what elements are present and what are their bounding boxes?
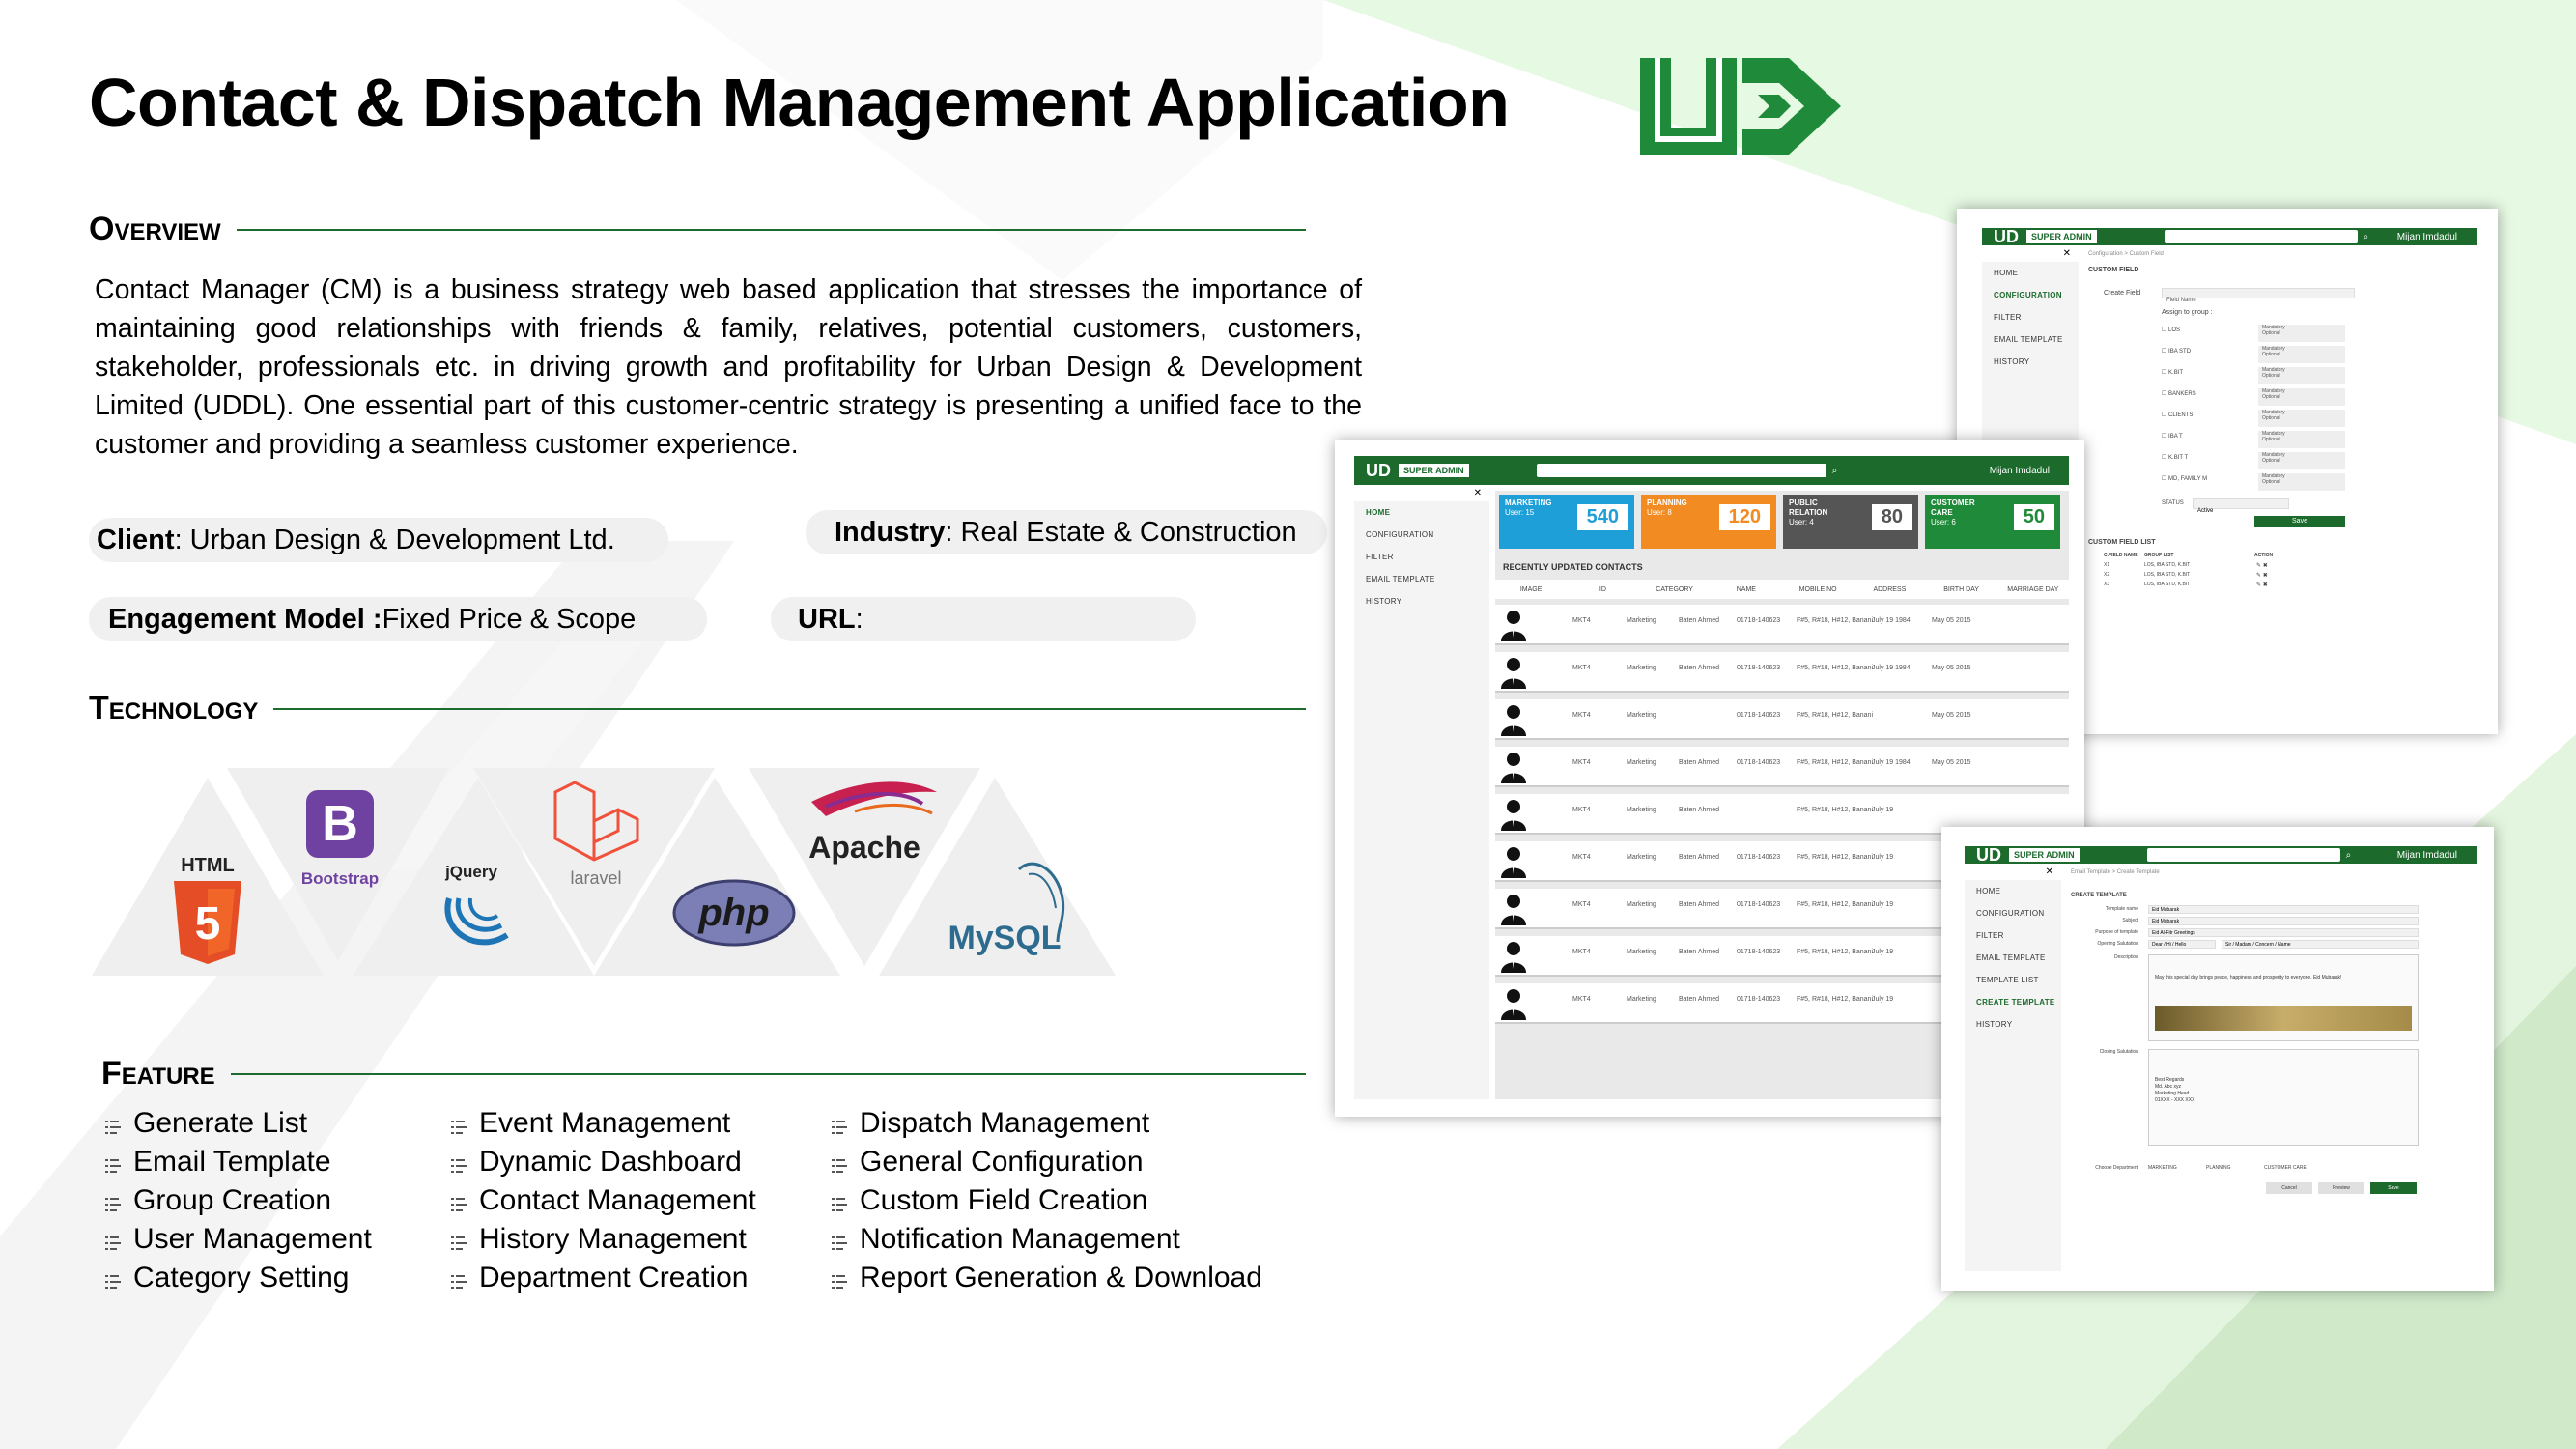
create-template-screenshot: [1941, 827, 2494, 1291]
create-field-label: Create Field: [2104, 290, 2141, 297]
sidebar-item-home[interactable]: HOME: [1976, 887, 2001, 895]
table-cell: Baten Ahmed: [1679, 996, 1720, 1003]
avatar-icon: [1499, 940, 1528, 973]
edit-icon[interactable]: ✎ ✖: [2256, 573, 2268, 579]
stat-card-value: 540: [1577, 504, 1628, 530]
breadcrumb: Configuration > Custom Field: [2088, 251, 2164, 257]
feature-label: Custom Field Creation: [860, 1184, 1148, 1216]
list-cell: X1: [2104, 562, 2110, 568]
overview-heading: Overview: [89, 211, 1306, 248]
table-cell: MKT4: [1572, 901, 1591, 908]
table-cell: MKT4: [1572, 854, 1591, 861]
closing-line: 01XXX - XXX XXX: [2155, 1097, 2195, 1103]
technology-heading: Technology: [89, 690, 1306, 727]
form-label: Purpose of template: [2095, 929, 2138, 935]
table-row[interactable]: [1495, 747, 2069, 787]
table-cell: 01718-140623: [1737, 617, 1781, 624]
list-bullet-icon: [448, 1113, 469, 1134]
html5-icon: [174, 855, 241, 964]
php-icon: [674, 881, 794, 945]
list-bullet-icon: [102, 1113, 124, 1134]
closing-editor[interactable]: [2148, 1049, 2419, 1146]
avatar-icon: [1499, 987, 1528, 1020]
list-bullet-icon: [829, 1190, 850, 1211]
feature-label: Report Generation & Download: [860, 1262, 1262, 1293]
table-cell: July 19 1984: [1872, 759, 1911, 766]
table-cell: MKT4: [1572, 759, 1591, 766]
avatar-icon: [1499, 609, 1528, 641]
field-name-input[interactable]: Field Name: [2162, 288, 2355, 298]
recent-contacts-title: RECENTLY UPDATED CONTACTS: [1503, 562, 1643, 572]
group-checkbox[interactable]: ☐ CLIENTS: [2162, 412, 2194, 418]
feature-label: History Management: [479, 1223, 747, 1255]
svg-text:Apache: Apache: [808, 830, 920, 865]
feature-label: Email Template: [133, 1146, 331, 1178]
table-cell: F#5, R#18, H#12, Banani: [1797, 996, 1873, 1003]
form-label: Opening Salutation: [2097, 941, 2138, 947]
field-option-box: Mandatory Optional: [2258, 473, 2345, 491]
feature-item: [448, 1104, 756, 1143]
feature-label: General Configuration: [860, 1146, 1144, 1178]
stat-card-value: 80: [1872, 504, 1912, 530]
save-button[interactable]: Save: [2370, 1182, 2417, 1194]
app-topbar: [1354, 456, 2069, 485]
closing-line: Md. Abc xyz: [2155, 1084, 2181, 1090]
list-bullet-icon: [102, 1151, 124, 1173]
list-cell: LOS, IBA STD, K.BIT: [2144, 582, 2191, 587]
feature-column-2: [448, 1104, 756, 1297]
table-cell: July 19 1984: [1872, 617, 1911, 624]
table-cell: May 05 2015: [1932, 617, 1971, 624]
search-icon[interactable]: ⌕: [2363, 231, 2369, 242]
list-cell: X3: [2104, 582, 2110, 587]
list-bullet-icon: [448, 1267, 469, 1289]
field-option-box: Mandatory Optional: [2258, 367, 2345, 384]
svg-text:Bootstrap: Bootstrap: [300, 869, 380, 888]
create-template-content: [2067, 866, 2477, 1271]
table-cell: F#5, R#18, H#12, Banani: [1797, 854, 1873, 861]
table-cell: MKT4: [1572, 949, 1591, 955]
preview-button[interactable]: Preview: [2318, 1182, 2364, 1194]
closing-label: Closing Salutation: [2099, 1049, 2138, 1055]
table-cell: Baten Ahmed: [1679, 665, 1720, 671]
role-badge: SUPER ADMIN: [2026, 230, 2097, 243]
client-info: Client : Urban Design & Development Ltd.: [89, 518, 668, 562]
feature-label: Notification Management: [860, 1223, 1180, 1255]
list-bullet-icon: [829, 1229, 850, 1250]
department-checkbox[interactable]: MARKETING: [2148, 1165, 2177, 1171]
column-header[interactable]: ADDRESS: [1873, 585, 1907, 593]
search-input[interactable]: [2165, 230, 2358, 243]
group-checkbox[interactable]: ☐ IBA STD: [2162, 349, 2192, 355]
sidebar-item-create-template[interactable]: CREATE TEMPLATE: [1976, 998, 2055, 1007]
table-cell: Baten Ahmed: [1679, 617, 1720, 624]
field-option-box: Mandatory Optional: [2258, 410, 2345, 427]
form-input[interactable]: Dear / Hi / Hello: [2148, 940, 2216, 949]
column-header[interactable]: ID: [1599, 585, 1606, 593]
sidebar-item-email-template[interactable]: EMAIL TEMPLATE: [1366, 575, 1435, 583]
stat-card-value: 50: [2014, 504, 2054, 530]
stat-card-title: PLANNING: [1647, 498, 1687, 507]
table-cell: Marketing: [1627, 949, 1656, 955]
table-cell: July 19: [1872, 996, 1894, 1003]
list-bullet-icon: [829, 1151, 850, 1173]
app-topbar: [1982, 228, 2477, 245]
feature-label: Event Management: [479, 1107, 731, 1139]
avatar-icon: [1499, 798, 1528, 831]
table-cell: July 19: [1872, 854, 1894, 861]
table-cell: July 19: [1872, 807, 1894, 813]
page-title: Contact & Dispatch Management Application: [89, 65, 1510, 140]
table-cell: Marketing: [1627, 807, 1656, 813]
user-name[interactable]: Mijan Imdadul: [2396, 231, 2457, 242]
table-cell: Marketing: [1627, 996, 1656, 1003]
stat-card-value: 120: [1719, 504, 1770, 530]
table-cell: Marketing: [1627, 712, 1656, 719]
status-select[interactable]: Active: [2193, 498, 2289, 509]
table-row[interactable]: [1495, 699, 2069, 740]
field-option-box: Mandatory Optional: [2258, 325, 2345, 342]
feature-item: [829, 1181, 1262, 1220]
feature-item: [102, 1181, 372, 1220]
table-cell: Marketing: [1627, 854, 1656, 861]
table-cell: Marketing: [1627, 759, 1656, 766]
description-editor[interactable]: May this special day brings peace, happiness and prosperity to everyone. Eid Mubarak!: [2148, 954, 2419, 1041]
feature-label: User Management: [133, 1223, 372, 1255]
feature-label: Group Creation: [133, 1184, 332, 1216]
list-cell: LOS, IBA STD, K.BIT: [2144, 562, 2191, 568]
feature-item: [448, 1259, 756, 1297]
table-cell: 01718-140623: [1737, 996, 1781, 1003]
field-option-box: Mandatory Optional: [2258, 346, 2345, 363]
close-icon[interactable]: ✕: [1982, 245, 2079, 262]
sidebar-item-home[interactable]: HOME: [1994, 269, 2019, 277]
company-logo: [1634, 52, 1847, 160]
overview-text: Contact Manager (CM) is a business strategy web based application that stresses the importance of maintaining good relationships with friends & family, relatives, potential customers, customers, stakeholder, professionals etc. in driving growth and profitability for Urban Design & Development Limited (UDDL). One essential part of this customer-centric strategy is presenting a unified face to the customer and providing a seamless customer experience.: [95, 274, 1362, 460]
feature-column-1: [102, 1104, 372, 1297]
table-cell: F#5, R#18, H#12, Banani: [1797, 949, 1873, 955]
table-cell: July 19: [1872, 949, 1894, 955]
app-brand-logo: UD: [1976, 844, 2001, 865]
column-header[interactable]: BIRTH DAY: [1943, 585, 1979, 593]
close-icon[interactable]: ✕: [1965, 864, 2061, 880]
table-cell: F#5, R#18, H#12, Banani: [1797, 807, 1873, 813]
sidebar-item-configuration[interactable]: CONFIGURATION: [1994, 291, 2062, 299]
feature-heading: Feature: [101, 1055, 1306, 1093]
contacts-table-header: [1495, 580, 2069, 599]
svg-text:laravel: laravel: [570, 868, 622, 888]
field-option-box: Mandatory Optional: [2258, 431, 2345, 448]
stat-card-title: PUBLIC RELATION: [1789, 498, 1828, 517]
list-bullet-icon: [829, 1267, 850, 1289]
group-checkbox[interactable]: ☐ K.BIT T: [2162, 455, 2189, 461]
feature-label: Contact Management: [479, 1184, 756, 1216]
feature-item: [829, 1143, 1262, 1181]
feature-item: [448, 1220, 756, 1259]
field-option-box: Mandatory Optional: [2258, 388, 2345, 406]
feature-item: [829, 1104, 1262, 1143]
salutation-select[interactable]: Sir / Madam / Concern / Name: [2222, 940, 2419, 949]
avatar-icon: [1499, 751, 1528, 783]
avatar-icon: [1499, 893, 1528, 925]
list-cell: X2: [2104, 572, 2110, 578]
bootstrap-icon: [301, 790, 379, 888]
closing-line: Best Regards: [2155, 1077, 2185, 1083]
avatar-icon: [1499, 656, 1528, 689]
url-info: URL :: [771, 597, 1196, 641]
feature-label: Department Creation: [479, 1262, 749, 1293]
feature-item: [102, 1259, 372, 1297]
feature-item: [829, 1220, 1262, 1259]
sidebar-item-home[interactable]: HOME: [1366, 508, 1391, 517]
custom-field-list-title: CUSTOM FIELD LIST: [2088, 539, 2156, 546]
edit-icon[interactable]: ✎ ✖: [2256, 582, 2268, 588]
sidebar-item-template-list[interactable]: TEMPLATE LIST: [1976, 976, 2039, 984]
feature-label: Dynamic Dashboard: [479, 1146, 742, 1178]
sidebar-item-history[interactable]: HISTORY: [1976, 1020, 2013, 1029]
app-brand-logo: UD: [1994, 226, 2019, 246]
avatar-icon: [1499, 703, 1528, 736]
table-cell: July 19 1984: [1872, 665, 1911, 671]
list-bullet-icon: [102, 1190, 124, 1211]
group-checkbox[interactable]: ☐ IBA T: [2162, 434, 2183, 440]
table-cell: May 05 2015: [1932, 759, 1971, 766]
table-cell: MKT4: [1572, 996, 1591, 1003]
table-cell: Marketing: [1627, 665, 1656, 671]
section-title: CREATE TEMPLATE: [2071, 893, 2127, 898]
table-cell: 01718-140623: [1737, 901, 1781, 908]
search-icon[interactable]: ⌕: [2345, 849, 2352, 861]
table-cell: Marketing: [1627, 901, 1656, 908]
list-bullet-icon: [448, 1190, 469, 1211]
search-input[interactable]: [1537, 464, 1826, 477]
search-icon[interactable]: ⌕: [1831, 465, 1838, 476]
feature-item: [102, 1104, 372, 1143]
table-cell: 01718-140623: [1737, 712, 1781, 719]
stat-card-users: User: 4: [1789, 518, 1814, 526]
table-cell: MKT4: [1572, 665, 1591, 671]
sidebar-item-history[interactable]: HISTORY: [1366, 597, 1402, 606]
stat-card[interactable]: [1641, 495, 1776, 549]
stat-card-title: MARKETING: [1505, 498, 1552, 507]
field-option-box: Mandatory Optional: [2258, 452, 2345, 469]
form-label: Template name: [2105, 906, 2138, 912]
stat-card[interactable]: [1783, 495, 1918, 549]
column-header[interactable]: ACTION: [2254, 553, 2274, 558]
form-input[interactable]: Eid Mubarak: [2148, 905, 2419, 914]
table-cell: May 05 2015: [1932, 712, 1971, 719]
column-header[interactable]: GROUP LIST: [2144, 553, 2174, 558]
edit-icon[interactable]: ✎ ✖: [2256, 563, 2268, 569]
sidebar-item-configuration[interactable]: CONFIGURATION: [1366, 530, 1434, 539]
description-label: Description: [2113, 954, 2138, 960]
custom-field-content: [2084, 247, 2477, 603]
table-cell: F#5, R#18, H#12, Banani: [1797, 617, 1873, 624]
feature-item: [448, 1181, 756, 1220]
sidebar-item-filter[interactable]: FILTER: [1366, 553, 1394, 561]
table-cell: MKT4: [1572, 712, 1591, 719]
table-cell: May 05 2015: [1932, 665, 1971, 671]
app-brand-logo: UD: [1366, 460, 1391, 480]
feature-item: [102, 1220, 372, 1259]
avatar-icon: [1499, 845, 1528, 878]
column-header[interactable]: NAME: [1736, 585, 1756, 593]
engagement-info: Engagement Model : Fixed Price & Scope: [89, 597, 707, 641]
column-header[interactable]: CATEGORY: [1656, 585, 1693, 593]
app-sidebar: [1354, 485, 1489, 1099]
list-bullet-icon: [448, 1151, 469, 1173]
table-cell: Baten Ahmed: [1679, 949, 1720, 955]
table-cell: July 19: [1872, 901, 1894, 908]
table-cell: 01718-140623: [1737, 949, 1781, 955]
user-name[interactable]: Mijan Imdadul: [1989, 465, 2050, 476]
table-cell: F#5, R#18, H#12, Banani: [1797, 665, 1873, 671]
table-cell: F#5, R#18, H#12, Banani: [1797, 712, 1873, 719]
svg-text:5: 5: [194, 898, 221, 950]
department-label: Choose Department: [2095, 1165, 2138, 1171]
column-header[interactable]: MARRIAGE DAY: [2007, 585, 2059, 593]
closing-line: Marketing Head: [2155, 1091, 2190, 1096]
table-cell: MKT4: [1572, 617, 1591, 624]
user-name[interactable]: Mijan Imdadul: [2396, 849, 2457, 861]
feature-item: [102, 1143, 372, 1181]
save-button[interactable]: Save: [2254, 516, 2345, 527]
department-checkbox[interactable]: PLANNING: [2206, 1165, 2231, 1171]
sidebar-item-configuration[interactable]: CONFIGURATION: [1976, 909, 2045, 918]
breadcrumb: Email Template > Create Template: [2071, 869, 2160, 875]
column-header[interactable]: IMAGE: [1519, 585, 1543, 593]
feature-label: Generate List: [133, 1107, 308, 1139]
banner-image: [2155, 1006, 2412, 1031]
svg-text:jQuery: jQuery: [445, 863, 497, 881]
cancel-button[interactable]: Cancel: [2266, 1182, 2312, 1194]
app-topbar: [1965, 846, 2477, 864]
table-cell: Baten Ahmed: [1679, 854, 1720, 861]
list-bullet-icon: [829, 1113, 850, 1134]
table-row[interactable]: [1495, 605, 2069, 645]
table-cell: Marketing: [1627, 617, 1656, 624]
group-checkbox[interactable]: ☐ K.BIT: [2162, 370, 2184, 376]
assign-group-label: Assign to group :: [2162, 309, 2213, 316]
column-header[interactable]: C.FIELD NAME: [2104, 553, 2138, 558]
column-header[interactable]: MOBILE NO: [1798, 585, 1837, 593]
list-bullet-icon: [102, 1267, 124, 1289]
list-bullet-icon: [102, 1229, 124, 1250]
table-cell: Baten Ahmed: [1679, 807, 1720, 813]
svg-text:php: php: [698, 892, 770, 934]
list-bullet-icon: [448, 1229, 469, 1250]
stat-card-users: User: 8: [1647, 508, 1672, 517]
search-input[interactable]: [2147, 848, 2340, 862]
feature-label: Dispatch Management: [860, 1107, 1150, 1139]
group-checkbox[interactable]: ☐ MD, FAMILY M: [2162, 476, 2208, 482]
feature-column-3: [829, 1104, 1262, 1297]
svg-text:MySQL: MySQL: [948, 920, 1062, 956]
section-title: CUSTOM FIELD: [2088, 267, 2139, 273]
industry-info: Industry : Real Estate & Construction: [806, 510, 1327, 554]
table-cell: 01718-140623: [1737, 854, 1781, 861]
stat-card[interactable]: [1499, 495, 1634, 549]
role-badge: SUPER ADMIN: [1399, 464, 1469, 477]
form-label: Subject: [2122, 918, 2138, 923]
close-icon[interactable]: ✕: [1354, 485, 1489, 501]
department-checkbox[interactable]: CUSTOMER CARE: [2264, 1165, 2307, 1171]
app-sidebar: [1965, 864, 2061, 1271]
table-cell: Baten Ahmed: [1679, 759, 1720, 766]
stat-card-users: User: 15: [1505, 508, 1535, 517]
svg-text:HTML: HTML: [181, 855, 235, 876]
group-checkbox[interactable]: ☐ BANKERS: [2162, 391, 2196, 397]
sidebar-item-email-template[interactable]: EMAIL TEMPLATE: [1994, 335, 2063, 344]
stat-card[interactable]: [1925, 495, 2060, 549]
table-cell: MKT4: [1572, 807, 1591, 813]
feature-label: Category Setting: [133, 1262, 350, 1293]
table-cell: F#5, R#18, H#12, Banani: [1797, 759, 1873, 766]
sidebar-item-history[interactable]: HISTORY: [1994, 357, 2030, 366]
form-input[interactable]: Eid Mubarak: [2148, 917, 2419, 925]
feature-item: [829, 1259, 1262, 1297]
feature-item: [448, 1143, 756, 1181]
technology-logos: [92, 763, 1116, 985]
stat-card-users: User: 6: [1931, 518, 1956, 526]
svg-text:B: B: [322, 796, 358, 852]
role-badge: SUPER ADMIN: [2009, 848, 2080, 862]
status-label: STATUS: [2162, 500, 2184, 506]
list-cell: LOS, IBA STD, K.BIT: [2144, 572, 2191, 578]
stat-card-title: CUSTOMER CARE: [1931, 498, 1975, 517]
group-checkbox[interactable]: ☐ LOS: [2162, 327, 2181, 333]
table-cell: 01718-140623: [1737, 759, 1781, 766]
table-cell: 01718-140623: [1737, 665, 1781, 671]
sidebar-item-filter[interactable]: FILTER: [1976, 931, 2004, 940]
table-cell: F#5, R#18, H#12, Banani: [1797, 901, 1873, 908]
sidebar-item-filter[interactable]: FILTER: [1994, 313, 2022, 322]
table-cell: Baten Ahmed: [1679, 901, 1720, 908]
sidebar-item-email-template[interactable]: EMAIL TEMPLATE: [1976, 953, 2046, 962]
table-row[interactable]: [1495, 652, 2069, 693]
form-input[interactable]: Eid Al-Fitr Greetings: [2148, 928, 2419, 937]
